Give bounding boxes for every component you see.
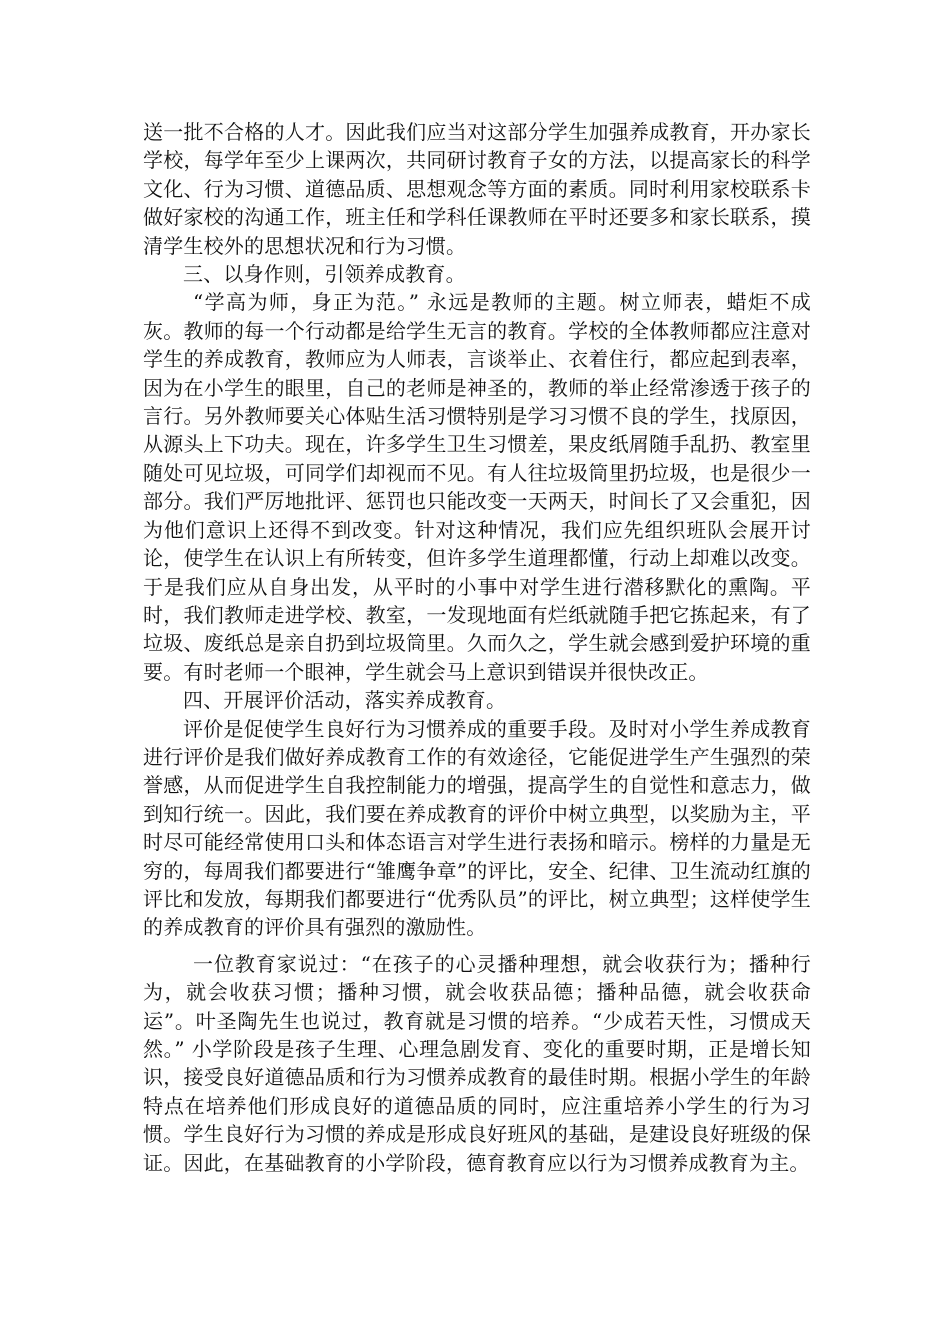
section-heading-three: 三、以身作则，引领养成教育。 xyxy=(183,262,466,287)
paragraph-continuation: 送一批不合格的人才。因此我们应当对这部分学生加强养成教育，开办家长学校，每学年至少上课两次，共同研讨教育子女的方法，以提高家长的科学文化、行为习惯、道德品质、思想观念等方面的素质。同时利用家校联系卡做好家校的沟通工作，班主任和学科任课教师在平时还要多和家长联系，摸清学生校外的思想状况和行为习惯。 xyxy=(143,120,811,258)
paragraph-gap xyxy=(143,942,811,950)
paragraph-conclusion: 一位教育家说过：“在孩子的心灵播种理想，就会收获行为；播种行为，就会收获习惯；播种习惯，就会收获品德；播种品德，就会收获命运”。叶圣陶先生也说过，教育就是习惯的培养。“少成若天性，习惯成天然。” 小学阶段是孩子生理、心理急剧发育、变化的重要时期，正是增长知识，接受良好道德品质和行为习惯养成教育的最佳时期。根据小学生的年龄特点在培养他们形成良好的道德品质的同时，应注重培养小学生的行为习惯。学生良好行为习惯的养成是形成良好班风的基础，是建设良好班级的保证。因此，在基础教育的小学阶段，德育教育应以行为习惯养成教育为主。 xyxy=(143,951,811,1175)
paragraph-lead-by-example: “学高为师，身正为范。” 永远是教师的主题。树立师表，蜡炬不成灰。教师的每一个行动都是给学生无言的教育。学校的全体教师都应注意对学生的养成教育，教师应为人师表，言谈举止、衣着住行，都应起到表率，因为在小学生的眼里，自己的老师是神圣的，教师的举止经常渗透于孩子的言行。另外教师要关心体贴生活习惯特别是学习习惯不良的学生，找原因，从源头上下功夫。现在，许多学生卫生习惯差，果皮纸屑随手乱扔、教室里随处可见垃圾，可同学们却视而不见。有人往垃圾筒里扔垃圾，也是很少一部分。我们严厉地批评、惩罚也只能改变一天两天，时间长了又会重犯，因为他们意识上还得不到改变。针对这种情况，我们应先组织班队会展开讨论，使学生在认识上有所转变，但许多学生道理都懂，行动上却难以改变。于是我们应从自身出发，从平时的小事中对学生进行潜移默化的熏陶。平时，我们教师走进学校、教室，一发现地面有烂纸就随手把它拣起来，有了垃圾、废纸总是亲自扔到垃圾筒里。久而久之，学生就会感到爱护环境的重要。有时老师一个眼神，学生就会马上意识到错误并很快改正。 xyxy=(143,290,811,684)
document-body xyxy=(143,118,811,1177)
section-heading-four: 四、开展评价活动，落实养成教育。 xyxy=(183,688,507,713)
paragraph-evaluation: 评价是促使学生良好行为习惯养成的重要手段。及时对小学生养成教育进行评价是我们做好养成教育工作的有效途径，它能促进学生产生强烈的荣誉感，从而促进学生自我控制能力的增强，提高学生的自觉性和意志力，做到知行统一。因此，我们要在养成教育的评价中树立典型，以奖励为主，平时尽可能经常使用口头和体态语言对学生进行表扬和暗示。榜样的力量是无穷的，每周我们都要进行“雏鹰争章”的评比，安全、纪律、卫生流动红旗的评比和发放，每期我们都要进行“优秀队员”的评比，树立典型；这样使学生的养成教育的评价具有强烈的激励性。 xyxy=(143,716,811,940)
